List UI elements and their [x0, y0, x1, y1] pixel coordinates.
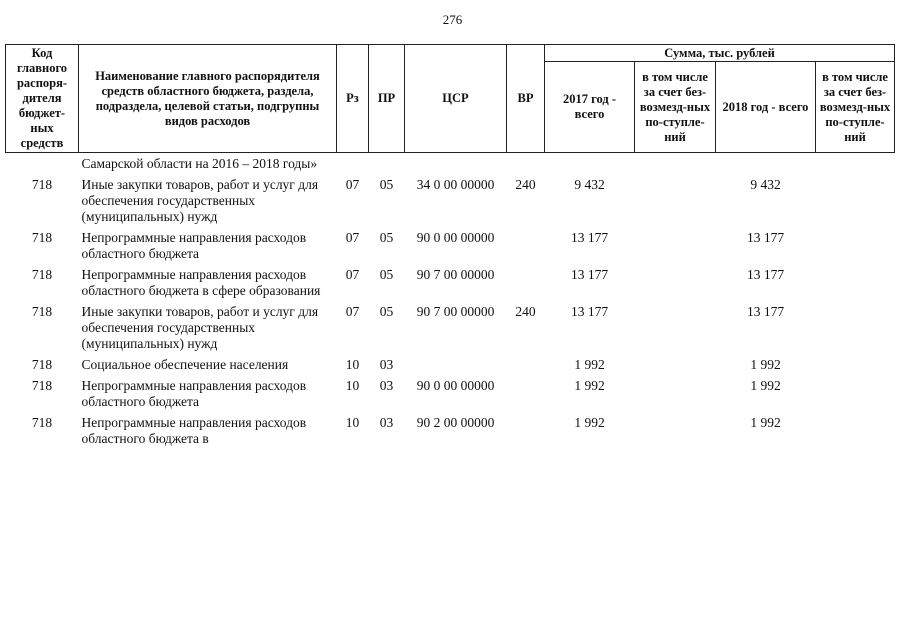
cell-2018-total: 9 432 — [750, 177, 781, 192]
table-row — [6, 378, 895, 415]
cell-pr — [369, 153, 405, 178]
table-body — [6, 153, 895, 453]
cell-pr: 03 — [379, 357, 394, 372]
cell-rz: 10 — [345, 357, 360, 372]
cell-2017-free — [635, 267, 716, 304]
cell-2017-total: 9 432 — [574, 177, 605, 192]
cell-2017-total: 1 992 — [574, 415, 605, 430]
cell-2017-free — [635, 415, 716, 452]
cell-2017-total: 13 177 — [570, 267, 609, 282]
cell-pr: 03 — [379, 378, 394, 393]
cell-code: 718 — [31, 267, 53, 282]
cell-2017-total: 13 177 — [570, 230, 609, 245]
cell-2018-total: 1 992 — [750, 378, 781, 393]
cell-vr: 240 — [515, 177, 536, 192]
cell-2018-total: 13 177 — [746, 304, 785, 319]
cell-2017-free — [635, 357, 716, 378]
cell-rz: 07 — [345, 230, 360, 245]
table-row — [6, 230, 895, 267]
cell-name: Непрограммные направления расходов областного бюджета в сфере образования — [81, 267, 321, 298]
cell-rz — [337, 153, 369, 178]
cell-name: Иные закупки товаров, работ и услуг для обеспечения государственных (муниципальных) нужд — [81, 304, 319, 351]
cell-code: 718 — [31, 357, 53, 372]
header-sum: Сумма, тыс. рублей — [545, 45, 895, 62]
cell-2017-free — [635, 230, 716, 267]
cell-csr: 90 2 00 00000 — [416, 415, 495, 430]
cell-2017-total: 1 992 — [574, 357, 605, 372]
cell-2017-free — [635, 177, 716, 230]
header-csr: ЦСР — [405, 45, 507, 153]
table-row — [6, 415, 895, 452]
cell-rz: 07 — [345, 267, 360, 282]
cell-vr — [507, 153, 545, 178]
cell-2018-free — [816, 378, 895, 415]
cell-csr — [405, 153, 507, 178]
cell-rz: 07 — [345, 177, 360, 192]
cell-pr: 05 — [379, 177, 394, 192]
cell-rz: 10 — [345, 415, 360, 430]
cell-pr: 05 — [379, 267, 394, 282]
cell-2018-free — [816, 177, 895, 230]
cell-name: Непрограммные направления расходов областного бюджета — [81, 378, 307, 409]
cell-vr — [507, 230, 545, 267]
cell-rz: 10 — [345, 378, 360, 393]
cell-code: 718 — [31, 415, 53, 430]
cell-2017-total: 13 177 — [570, 304, 609, 319]
cell-csr — [405, 357, 507, 378]
cell-csr: 90 7 00 00000 — [416, 267, 495, 282]
cell-2018-free — [816, 153, 895, 178]
cell-csr: 90 7 00 00000 — [416, 304, 495, 319]
cell-vr — [507, 357, 545, 378]
cell-2018-free — [816, 304, 895, 357]
table-row — [6, 177, 895, 230]
table-row — [6, 267, 895, 304]
cell-csr: 90 0 00 00000 — [416, 378, 495, 393]
header-rz: Рз — [337, 45, 369, 153]
cell-csr: 34 0 00 00000 — [416, 177, 495, 192]
cell-vr — [507, 378, 545, 415]
cell-2018-free — [816, 267, 895, 304]
cell-2018-free — [816, 230, 895, 267]
cell-2017-free — [635, 153, 716, 178]
cell-2018-free — [816, 415, 895, 452]
header-2018-free: в том числе за счет без-возмезд-ных по-ступле-ний — [816, 62, 895, 153]
cell-name: Иные закупки товаров, работ и услуг для обеспечения государственных (муниципальных) нужд — [81, 177, 319, 224]
budget-table — [5, 44, 895, 452]
cell-name: Самарской области на 2016 – 2018 годы» — [81, 156, 318, 171]
cell-pr: 03 — [379, 415, 394, 430]
header-vr: ВР — [507, 45, 545, 153]
cell-code: 718 — [31, 304, 53, 319]
cell-vr — [507, 267, 545, 304]
cell-2017-free — [635, 304, 716, 357]
cell-2018-total — [716, 153, 816, 178]
header-2017-total: 2017 год - всего — [545, 62, 635, 153]
cell-2017-total: 1 992 — [574, 378, 605, 393]
cell-2018-total: 1 992 — [750, 357, 781, 372]
cell-rz: 07 — [345, 304, 360, 319]
cell-2018-total: 1 992 — [750, 415, 781, 430]
header-name: Наименование главного распорядителя средств областного бюджета, раздела, подраздела, целевой статьи, подгрупны видов расходов — [79, 45, 337, 153]
table-row — [6, 357, 895, 378]
cell-2018-total: 13 177 — [746, 267, 785, 282]
cell-name: Непрограммные направления расходов областного бюджета в — [81, 415, 307, 446]
cell-pr: 05 — [379, 230, 394, 245]
table-row — [6, 153, 895, 178]
cell-vr — [507, 415, 545, 452]
header-2017-free: в том числе за счет без-возмезд-ных по-ступле-ний — [635, 62, 716, 153]
cell-pr: 05 — [379, 304, 394, 319]
header-pr: ПР — [369, 45, 405, 153]
cell-2017-free — [635, 378, 716, 415]
cell-code: 718 — [31, 177, 53, 192]
cell-name: Непрограммные направления расходов областного бюджета — [81, 230, 307, 261]
header-2018-total: 2018 год - всего — [716, 62, 816, 153]
table-header — [6, 45, 895, 153]
cell-vr: 240 — [515, 304, 536, 319]
page-number: 276 — [442, 12, 463, 27]
cell-2018-free — [816, 357, 895, 378]
cell-code — [6, 153, 79, 178]
cell-code: 718 — [31, 378, 53, 393]
cell-2017-total — [545, 153, 635, 178]
cell-csr: 90 0 00 00000 — [416, 230, 495, 245]
cell-name: Социальное обеспечение населения — [81, 357, 289, 372]
cell-code: 718 — [31, 230, 53, 245]
cell-2018-total: 13 177 — [746, 230, 785, 245]
table-row — [6, 304, 895, 357]
header-code: Код главного распоря-дителя бюджет-ных средств — [6, 45, 79, 153]
